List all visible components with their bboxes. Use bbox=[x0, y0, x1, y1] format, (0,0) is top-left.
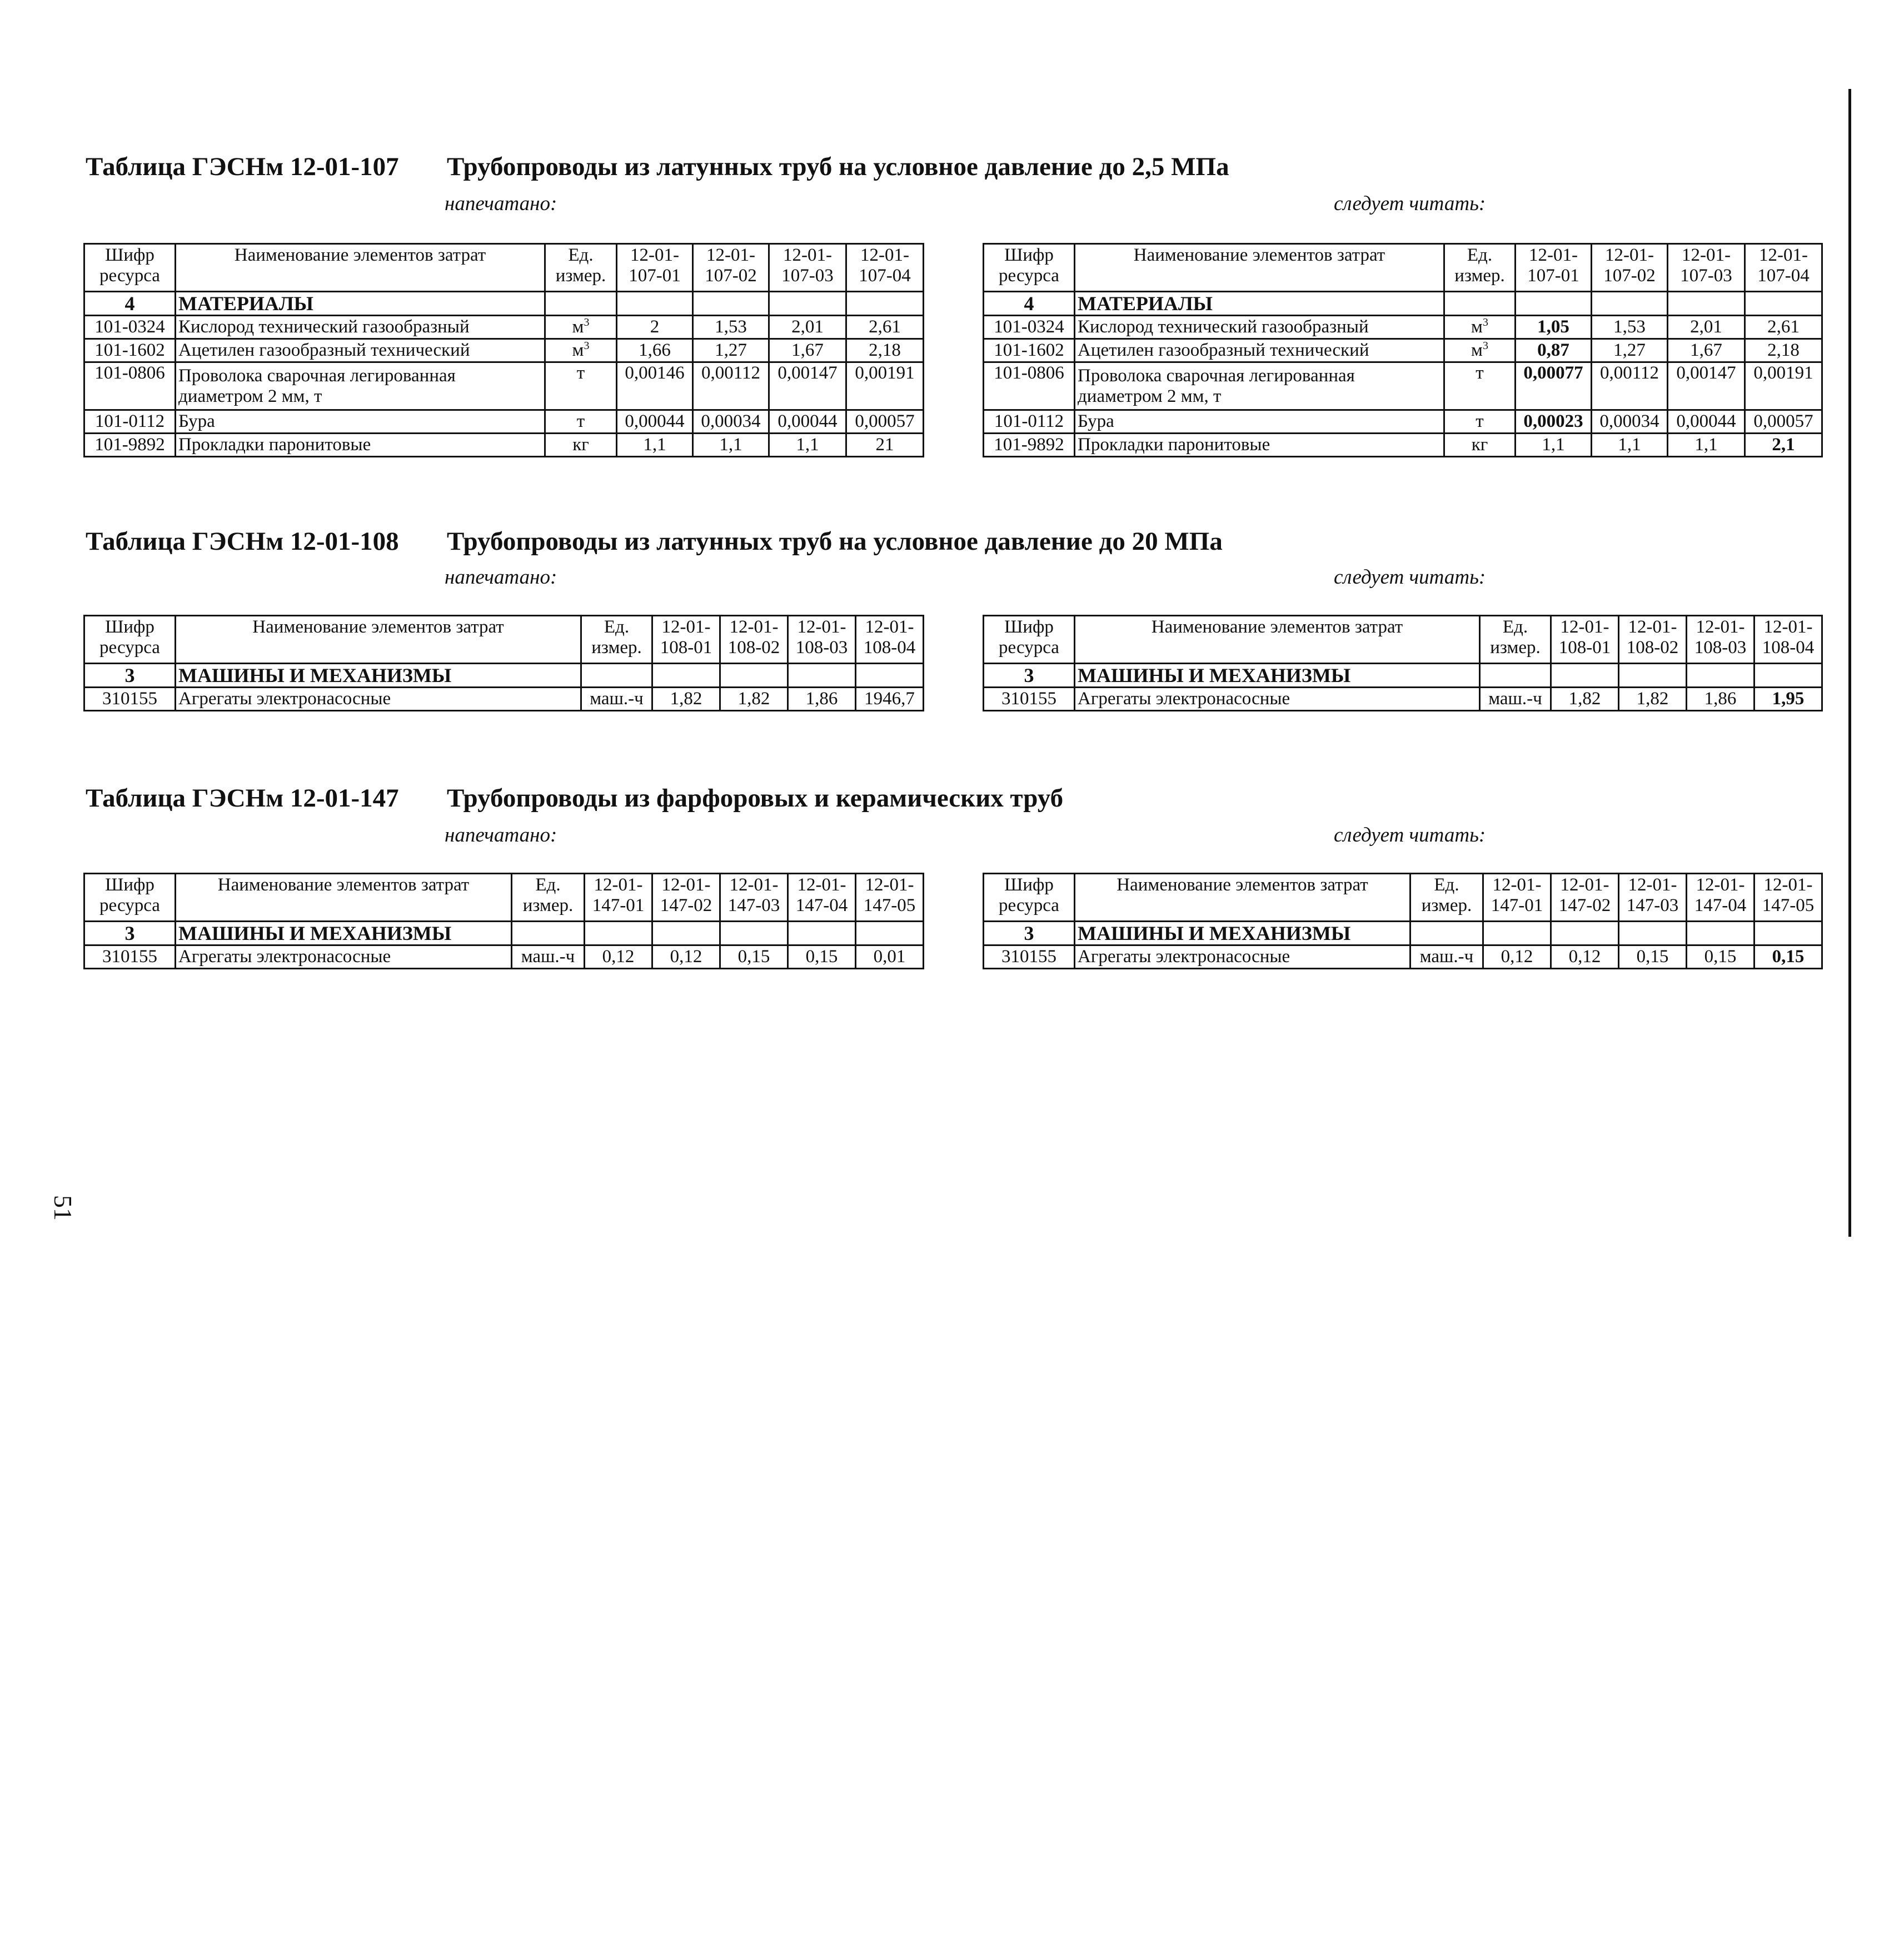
corrected-table-108 bbox=[983, 615, 1823, 711]
resource-name: Проволока сварочная легированная диаметром 2 мм, т bbox=[1075, 362, 1444, 410]
resource-code: 310155 bbox=[984, 688, 1075, 711]
margin-rule bbox=[1848, 89, 1851, 1237]
printed-caption: напечатано: bbox=[445, 192, 557, 215]
table-title: Трубопроводы из латунных труб на условное давление до 2,5 МПа bbox=[447, 152, 1229, 181]
value-cell: 0,15 bbox=[788, 945, 856, 969]
corrected-table-107 bbox=[983, 243, 1823, 457]
value-cell: 0,00034 bbox=[693, 410, 769, 434]
resource-code: 101-1602 bbox=[984, 339, 1075, 362]
resource-name: Агрегаты электронасосные bbox=[1075, 945, 1410, 969]
value-cell: 0,00191 bbox=[1745, 362, 1822, 410]
table-row bbox=[984, 688, 1822, 711]
value-cell: 1,82 bbox=[1551, 688, 1619, 711]
read-caption: следует читать: bbox=[1334, 824, 1486, 847]
header-col: 12-01-107-02 bbox=[693, 244, 769, 292]
resource-name: Кислород технический газообразный bbox=[1075, 316, 1444, 339]
section-row bbox=[984, 292, 1822, 316]
value-cell: 1,1 bbox=[1668, 434, 1745, 457]
printed-caption: напечатано: bbox=[445, 566, 557, 589]
value-cell: 1,53 bbox=[693, 316, 769, 339]
resource-unit: $м^3$ bbox=[545, 339, 617, 362]
table-code: Таблица ГЭСНм 12-01-108 bbox=[86, 527, 399, 556]
section-code: 4 bbox=[984, 292, 1075, 316]
section-row bbox=[84, 292, 924, 316]
section-code: 3 bbox=[84, 922, 176, 945]
table-title: Трубопроводы из фарфоровых и керамических труб bbox=[447, 784, 1064, 813]
value-cell: 0,12 bbox=[652, 945, 720, 969]
section-code: 3 bbox=[984, 922, 1075, 945]
printed-table-147 bbox=[83, 873, 924, 969]
corrected-value: 0,87 bbox=[1516, 339, 1592, 362]
value-cell: 1,82 bbox=[652, 688, 720, 711]
resource-name: Прокладки паронитовые bbox=[1075, 434, 1444, 457]
resource-code: 101-0324 bbox=[984, 316, 1075, 339]
header-col: 12-01-108-01 bbox=[652, 616, 720, 664]
section-row bbox=[984, 664, 1822, 688]
header-col: 12-01-108-02 bbox=[1619, 616, 1687, 664]
value-cell: 1946,7 bbox=[856, 688, 924, 711]
value-cell: 0,00034 bbox=[1592, 410, 1668, 434]
value-cell: 21 bbox=[846, 434, 924, 457]
table-row bbox=[984, 945, 1822, 969]
value-cell: 1,1 bbox=[1516, 434, 1592, 457]
value-cell: 0,00057 bbox=[1745, 410, 1822, 434]
resource-code: 101-0324 bbox=[84, 316, 176, 339]
resource-unit: кг bbox=[545, 434, 617, 457]
resource-name: Агрегаты электронасосные bbox=[176, 688, 581, 711]
value-cell: 1,53 bbox=[1592, 316, 1668, 339]
table-row bbox=[984, 316, 1822, 339]
header-name: Наименование элементов затрат bbox=[1075, 244, 1444, 292]
table-row bbox=[84, 362, 924, 410]
resource-code: 101-9892 bbox=[984, 434, 1075, 457]
value-cell: 2,18 bbox=[1745, 339, 1822, 362]
value-cell: 0,00044 bbox=[1668, 410, 1745, 434]
resource-unit: маш.-ч bbox=[512, 945, 585, 969]
value-cell: 1,67 bbox=[769, 339, 846, 362]
section-label: МАТЕРИАЛЫ bbox=[176, 292, 545, 316]
value-cell: 0,15 bbox=[1687, 945, 1755, 969]
header-unit: Ед. измер. bbox=[545, 244, 617, 292]
value-cell: 0,00147 bbox=[769, 362, 846, 410]
header-col: 12-01-107-01 bbox=[617, 244, 693, 292]
section-code: 3 bbox=[84, 664, 176, 688]
value-cell: 0,00044 bbox=[617, 410, 693, 434]
table-row bbox=[84, 434, 924, 457]
resource-name: Прокладки паронитовые bbox=[176, 434, 545, 457]
section-row bbox=[984, 922, 1822, 945]
header-col: 12-01-147-03 bbox=[720, 874, 788, 922]
resource-code: 310155 bbox=[84, 945, 176, 969]
header-col: 12-01-147-04 bbox=[788, 874, 856, 922]
value-cell: 0,00147 bbox=[1668, 362, 1745, 410]
header-code: Шифр ресурса bbox=[84, 244, 176, 292]
table-code: Таблица ГЭСНм 12-01-147 bbox=[86, 784, 399, 813]
resource-unit: маш.-ч bbox=[1410, 945, 1483, 969]
header-code: Шифр ресурса bbox=[984, 244, 1075, 292]
table-row bbox=[84, 339, 924, 362]
value-cell: 1,1 bbox=[693, 434, 769, 457]
resource-name: Ацетилен газообразный технический bbox=[176, 339, 545, 362]
header-col: 12-01-108-03 bbox=[788, 616, 856, 664]
section-code: 4 bbox=[84, 292, 176, 316]
resource-code: 101-0806 bbox=[84, 362, 176, 410]
header-col: 12-01-147-01 bbox=[1483, 874, 1551, 922]
resource-code: 101-0112 bbox=[84, 410, 176, 434]
value-cell: 0,12 bbox=[585, 945, 652, 969]
resource-unit: $м^3$ bbox=[1444, 316, 1516, 339]
table-heading-107 bbox=[86, 154, 1229, 180]
header-col: 12-01-147-05 bbox=[856, 874, 924, 922]
value-cell: 1,27 bbox=[693, 339, 769, 362]
corrected-table-147 bbox=[983, 873, 1823, 969]
header-code: Шифр ресурса bbox=[984, 874, 1075, 922]
section-label: МАШИНЫ И МЕХАНИЗМЫ bbox=[1075, 922, 1410, 945]
value-cell: 1,86 bbox=[788, 688, 856, 711]
resource-unit: $м^3$ bbox=[545, 316, 617, 339]
printed-table-107 bbox=[83, 243, 924, 457]
resource-unit: маш.-ч bbox=[581, 688, 652, 711]
header-col: 12-01-108-04 bbox=[1755, 616, 1822, 664]
header-col: 12-01-147-05 bbox=[1755, 874, 1822, 922]
value-cell: 0,00057 bbox=[846, 410, 924, 434]
header-code: Шифр ресурса bbox=[84, 616, 176, 664]
value-cell: 1,27 bbox=[1592, 339, 1668, 362]
value-cell: 1,86 bbox=[1687, 688, 1755, 711]
corrected-value: 0,15 bbox=[1755, 945, 1822, 969]
table-row bbox=[984, 362, 1822, 410]
table-heading-147 bbox=[86, 785, 1063, 812]
resource-code: 101-0112 bbox=[984, 410, 1075, 434]
value-cell: 0,00044 bbox=[769, 410, 846, 434]
table-row bbox=[984, 434, 1822, 457]
value-cell: 0,00191 bbox=[846, 362, 924, 410]
resource-unit: маш.-ч bbox=[1480, 688, 1551, 711]
header-name: Наименование элементов затрат bbox=[1075, 616, 1480, 664]
table-row bbox=[84, 410, 924, 434]
header-unit: Ед. измер. bbox=[581, 616, 652, 664]
header-col: 12-01-108-02 bbox=[720, 616, 788, 664]
header-col: 12-01-108-01 bbox=[1551, 616, 1619, 664]
resource-unit: т bbox=[1444, 362, 1516, 410]
value-cell: 1,67 bbox=[1668, 339, 1745, 362]
section-label: МАШИНЫ И МЕХАНИЗМЫ bbox=[176, 664, 581, 688]
header-code: Шифр ресурса bbox=[984, 616, 1075, 664]
header-col: 12-01-147-03 bbox=[1619, 874, 1687, 922]
resource-code: 310155 bbox=[84, 688, 176, 711]
corrected-value: 0,00023 bbox=[1516, 410, 1592, 434]
header-col: 12-01-147-02 bbox=[1551, 874, 1619, 922]
resource-unit: т bbox=[545, 362, 617, 410]
value-cell: 2,01 bbox=[769, 316, 846, 339]
resource-code: 310155 bbox=[984, 945, 1075, 969]
value-cell: 2,61 bbox=[1745, 316, 1822, 339]
header-name: Наименование элементов затрат bbox=[176, 244, 545, 292]
table-row bbox=[84, 316, 924, 339]
value-cell: 1,1 bbox=[769, 434, 846, 457]
resource-unit: $м^3$ bbox=[1444, 339, 1516, 362]
value-cell: 2 bbox=[617, 316, 693, 339]
resource-name: Бура bbox=[176, 410, 545, 434]
resource-name: Агрегаты электронасосные bbox=[176, 945, 512, 969]
read-caption: следует читать: bbox=[1334, 192, 1486, 215]
header-col: 12-01-107-03 bbox=[769, 244, 846, 292]
table-heading-108 bbox=[86, 529, 1223, 555]
resource-name: Бура bbox=[1075, 410, 1444, 434]
header-unit: Ед. измер. bbox=[512, 874, 585, 922]
header-col: 12-01-147-02 bbox=[652, 874, 720, 922]
resource-code: 101-0806 bbox=[984, 362, 1075, 410]
header-col: 12-01-108-04 bbox=[856, 616, 924, 664]
corrected-value: 1,05 bbox=[1516, 316, 1592, 339]
value-cell: 1,1 bbox=[617, 434, 693, 457]
header-unit: Ед. измер. bbox=[1480, 616, 1551, 664]
section-row bbox=[84, 922, 924, 945]
value-cell: 2,01 bbox=[1668, 316, 1745, 339]
value-cell: 2,61 bbox=[846, 316, 924, 339]
header-code: Шифр ресурса bbox=[84, 874, 176, 922]
value-cell: 0,00112 bbox=[1592, 362, 1668, 410]
resource-name: Агрегаты электронасосные bbox=[1075, 688, 1480, 711]
value-cell: 0,15 bbox=[720, 945, 788, 969]
resource-name: Проволока сварочная легированная диаметром 2 мм, т bbox=[176, 362, 545, 410]
resource-unit: т bbox=[1444, 410, 1516, 434]
value-cell: 1,1 bbox=[1592, 434, 1668, 457]
printed-table-108 bbox=[83, 615, 924, 711]
header-col: 12-01-147-04 bbox=[1687, 874, 1755, 922]
resource-unit: кг bbox=[1444, 434, 1516, 457]
resource-code: 101-1602 bbox=[84, 339, 176, 362]
table-row bbox=[84, 945, 924, 969]
header-name: Наименование элементов затрат bbox=[176, 874, 512, 922]
resource-unit: т bbox=[545, 410, 617, 434]
resource-name: Ацетилен газообразный технический bbox=[1075, 339, 1444, 362]
value-cell: 1,82 bbox=[720, 688, 788, 711]
resource-code: 101-9892 bbox=[84, 434, 176, 457]
value-cell: 0,15 bbox=[1619, 945, 1687, 969]
printed-caption: напечатано: bbox=[445, 824, 557, 847]
section-label: МАШИНЫ И МЕХАНИЗМЫ bbox=[176, 922, 512, 945]
value-cell: 0,00146 bbox=[617, 362, 693, 410]
value-cell: 0,00112 bbox=[693, 362, 769, 410]
table-title: Трубопроводы из латунных труб на условное давление до 20 МПа bbox=[447, 527, 1223, 556]
value-cell: 2,18 bbox=[846, 339, 924, 362]
header-col: 12-01-147-01 bbox=[585, 874, 652, 922]
corrected-value: 1,95 bbox=[1755, 688, 1822, 711]
table-row bbox=[984, 410, 1822, 434]
header-col: 12-01-107-01 bbox=[1516, 244, 1592, 292]
read-caption: следует читать: bbox=[1334, 566, 1486, 589]
section-code: 3 bbox=[984, 664, 1075, 688]
table-row bbox=[984, 339, 1822, 362]
header-col: 12-01-108-03 bbox=[1687, 616, 1755, 664]
value-cell: 0,01 bbox=[856, 945, 924, 969]
value-cell: 0,12 bbox=[1551, 945, 1619, 969]
corrected-value: 0,00077 bbox=[1516, 362, 1592, 410]
page-number: 51 bbox=[49, 1195, 77, 1221]
corrected-value: 2,1 bbox=[1745, 434, 1822, 457]
header-col: 12-01-107-04 bbox=[1745, 244, 1822, 292]
value-cell: 1,82 bbox=[1619, 688, 1687, 711]
section-label: МАТЕРИАЛЫ bbox=[1075, 292, 1444, 316]
header-col: 12-01-107-02 bbox=[1592, 244, 1668, 292]
header-col: 12-01-107-03 bbox=[1668, 244, 1745, 292]
value-cell: 0,12 bbox=[1483, 945, 1551, 969]
value-cell: 1,66 bbox=[617, 339, 693, 362]
header-name: Наименование элементов затрат bbox=[176, 616, 581, 664]
resource-name: Кислород технический газообразный bbox=[176, 316, 545, 339]
header-unit: Ед. измер. bbox=[1444, 244, 1516, 292]
header-name: Наименование элементов затрат bbox=[1075, 874, 1410, 922]
header-col: 12-01-107-04 bbox=[846, 244, 924, 292]
section-row bbox=[84, 664, 924, 688]
section-label: МАШИНЫ И МЕХАНИЗМЫ bbox=[1075, 664, 1480, 688]
header-unit: Ед. измер. bbox=[1410, 874, 1483, 922]
table-code: Таблица ГЭСНм 12-01-107 bbox=[86, 152, 399, 181]
table-row bbox=[84, 688, 924, 711]
